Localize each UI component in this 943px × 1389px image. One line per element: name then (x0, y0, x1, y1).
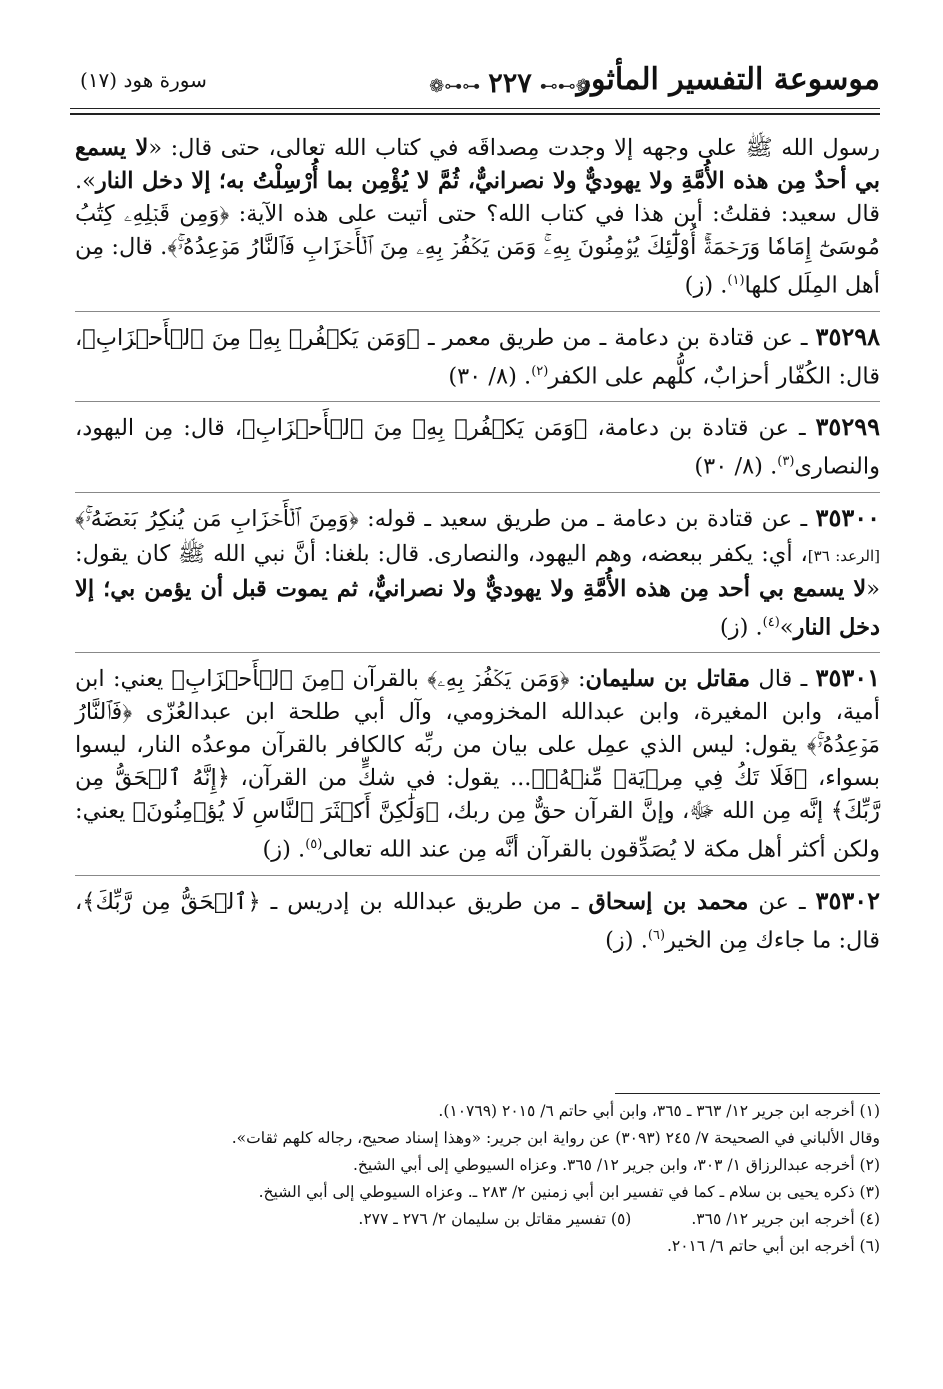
footnote-marker: (٢) (531, 363, 549, 379)
page-number-block (410, 68, 610, 99)
footnote-divider (615, 1093, 880, 1094)
quran-verse: ﴿وَمِنَ ٱلۡأَحۡزَابِ مَن يُنكِرُ بَعۡضَهُۥۚ﴾ (75, 505, 359, 532)
quran-verse: ﴿وَلَٰكِنَّ أَكۡثَرَ ٱلنَّاسِ لَا يُؤۡمِنُونَ﴾ (132, 798, 439, 824)
quran-verse: ﴿مِنَ ٱلۡأَحۡزَابِ﴾ (171, 666, 345, 692)
footnote: (١) أخرجه ابن جرير ١٢/ ٣٦٣ ـ ٣٦٥، وابن أبي حاتم ٦/ ٢٠١٥ (١٠٧٦٩). (438, 1102, 880, 1120)
text-run: ، قال: مِن اليهود، والنصارى (75, 415, 880, 480)
text-run: ـ عن قتادة بن دعامة ـ من طريق سعيد ـ قوله: (358, 505, 816, 532)
quran-verse: ﴿وَمَن يَكۡفُرۡ بِهِۦ مِنَ ٱلۡأَحۡزَابِ﴾ (82, 324, 420, 351)
text-run: ـ من طريق عبدالله بن إدريس ـ (260, 888, 589, 915)
entry-number: ٣٥٣٠٠ (815, 502, 880, 532)
quran-verse: ﴿فَٱلنَّارُ مَوۡعِدُهُۥۚ﴾ (75, 699, 880, 758)
paragraph (75, 132, 880, 311)
footnote-marker: (٣) (777, 454, 795, 469)
text-run: رسول الله ﷺ على وجهه إلا وجدت مِصداقَه في كتاب الله تعالى، حتى قال: « (148, 135, 881, 161)
footnote: وقال الألباني في الصحيحة ٧/ ٢٤٥ (٣٠٩٣) عن رواية ابن جرير: «وهذا إسناد صحيح، رجاله كلهم ثقات». (231, 1129, 880, 1147)
footnote-marker: (١) (727, 273, 745, 288)
footnote-marker: (٦) (647, 927, 666, 943)
text-run: . (ز) (262, 836, 306, 863)
paragraph (75, 875, 880, 966)
quran-verse: ﴿ٱلۡحَقُّ مِن رَّبِّكَ﴾ (82, 888, 261, 915)
text-run: . (ز) (719, 614, 763, 640)
text-run: ... يقول: في شكٍّ من القرآن، (229, 765, 532, 791)
surah-label: سورة هود (١٧) (80, 68, 207, 92)
book-title: موسوعة التفسير المأثور (576, 62, 880, 97)
text-run: . قال: مِن أهل المِلَل كلها (75, 234, 880, 299)
text-run: : (569, 666, 586, 692)
text-run: ـ قال (750, 666, 816, 692)
ornament-icon: ⊷⊷❁ (429, 76, 481, 97)
text-run: . (٨/ ٣٠) (694, 453, 778, 480)
text-run: ـ عن قتادة بن دعامة ـ من طريق معمر ـ (419, 324, 816, 351)
quran-verse: ﴿فَلَا تَكُ فِي مِرۡيَةٖ مِّنۡهُۚ﴾ (531, 765, 808, 791)
quran-verse: ﴿وَمَن يَكۡفُرۡ بِهِۦ﴾ (427, 666, 570, 692)
page-header (70, 60, 880, 120)
paragraph (75, 492, 880, 653)
text-run: . (ز) (605, 927, 648, 953)
verse-reference: [الرعد: ٣٦] (807, 546, 880, 565)
hadith-text: محمد بن إسحاق (588, 888, 749, 915)
entry-number: ٣٥٣٠١ (815, 663, 880, 692)
text-run: . (ز) (684, 272, 728, 299)
footnote: (٤) أخرجه ابن جرير ١٢/ ٣٦٥. (691, 1210, 880, 1228)
hadith-text: لا يسمع بي أحدٌ مِن هذه الأُمَّةِ ولا يهوديٌّ ولا نصرانيٌّ، ثُمَّ لا يُؤْمِن بما أُرْسِلْتُ به؛ إلا دخل النار (75, 135, 880, 194)
ornament-icon: ❁⊶⊶ (539, 76, 591, 97)
text-run: ، أي: يكفر ببعضه، وهم اليهود، والنصارى. قال: بلغنا: أنَّ نبي الله ﷺ كان يقول: « (75, 540, 880, 602)
text-run: إنَّه مِن الله ﷻ، وإنَّ القرآن حقٌّ مِن ربك، (438, 798, 831, 824)
paragraph (75, 401, 880, 492)
footnote: (٢) أخرجه عبدالرزاق ١/ ٣٠٣، وابن جرير ١٢/ ٣٦٥. وعزاه السيوطي إلى أبي الشيخ. (352, 1156, 880, 1174)
text-run: ، قال: الكُفّار أحزابٌ، كلُّهم على الكفر (75, 324, 880, 389)
text-run: ، قال: ما جاءك مِن الخير (75, 888, 880, 953)
footnotes (75, 1098, 880, 1260)
footnote: (٣) ذكره يحيى بن سلام ـ كما في تفسير ابن أبي زمنين ٢/ ٢٨٣ ـ. وعزاه السيوطي إلى أبي الشيخ. (258, 1183, 880, 1201)
text-run: » (779, 614, 794, 640)
hadith-text: مقاتل بن سليمان (585, 666, 751, 692)
text-run: يعني: ولكن أكثر أهل مكة لا يُصَدِّقون بالقرآن أنَّه مِن عند الله تعالى (75, 798, 880, 863)
text-run: ـ عن قتادة بن دعامة، (587, 415, 816, 441)
header-rule (70, 108, 880, 109)
footnote-marker: (٥) (305, 837, 323, 852)
text-run: ». قال سعيد: فقلتُ: أين هذا في كتاب الله؟ حتى أتيت على هذه الآية: (75, 168, 880, 227)
text-run: . (٨/ ٣٠) (448, 363, 532, 389)
entry-number: ٣٥٢٩٩ (815, 412, 880, 441)
page-number: ٢٢٧ (488, 68, 532, 99)
main-text (75, 132, 880, 965)
quran-verse: ﴿وَمَن يَكۡفُرۡ بِهِۦ مِنَ ٱلۡأَحۡزَابِ﴾ (242, 415, 588, 441)
paragraph (75, 652, 880, 875)
header-rule (70, 113, 880, 115)
entry-number: ٣٥٢٩٨ (815, 321, 880, 351)
text-run: يقول: ليس الذي عمِل على بيان من ربِّه كالكافر بالقرآن موعدُه النار، ليسوا بسواء، (75, 732, 881, 791)
text-run: بالقرآن (344, 666, 428, 692)
quran-verse: ﴿وَمِن قَبۡلِهِۦ كِتَٰبُ مُوسَىٰٓ إِمَامٗا وَرَحۡمَةًۚ أُوْلَٰٓئِكَ يُؤۡمِنُونَ بِهِۦۚ وَمَن يَكۡفُرۡ بِهِۦ مِنَ ٱلۡأَحۡزَابِ فَٱلنَّارُ مَوۡعِدُهُۥۚ﴾ (75, 201, 880, 260)
quran-verse: ﴿إِنَّهُ ٱلۡحَقُّ مِن رَّبِّكَ﴾ (75, 765, 880, 824)
hadith-text: لا يسمع بي أحد مِن هذه الأُمَّةِ ولا يهوديٌّ ولا نصرانيٌّ، ثم يموت قبل أن يؤمن بي؛ إلا دخل النار (75, 575, 880, 640)
text-run: يعني: ابن أمية، وابن المغيرة، وابن عبدالله المخزومي، وآل أبي طلحة ابن عبدالعُزّى (75, 666, 880, 725)
paragraph (75, 311, 880, 402)
footnote: (٥) تفسير مقاتل بن سليمان ٢/ ٢٧٦ ـ ٢٧٧. (358, 1210, 632, 1228)
footnote-marker: (٤) (762, 614, 780, 630)
footnote-row (75, 1206, 880, 1233)
text-run: ـ عن (748, 888, 816, 915)
entry-number: ٣٥٣٠٢ (815, 885, 880, 915)
footnote: (٦) أخرجه ابن أبي حاتم ٦/ ٢٠١٦. (666, 1237, 880, 1255)
